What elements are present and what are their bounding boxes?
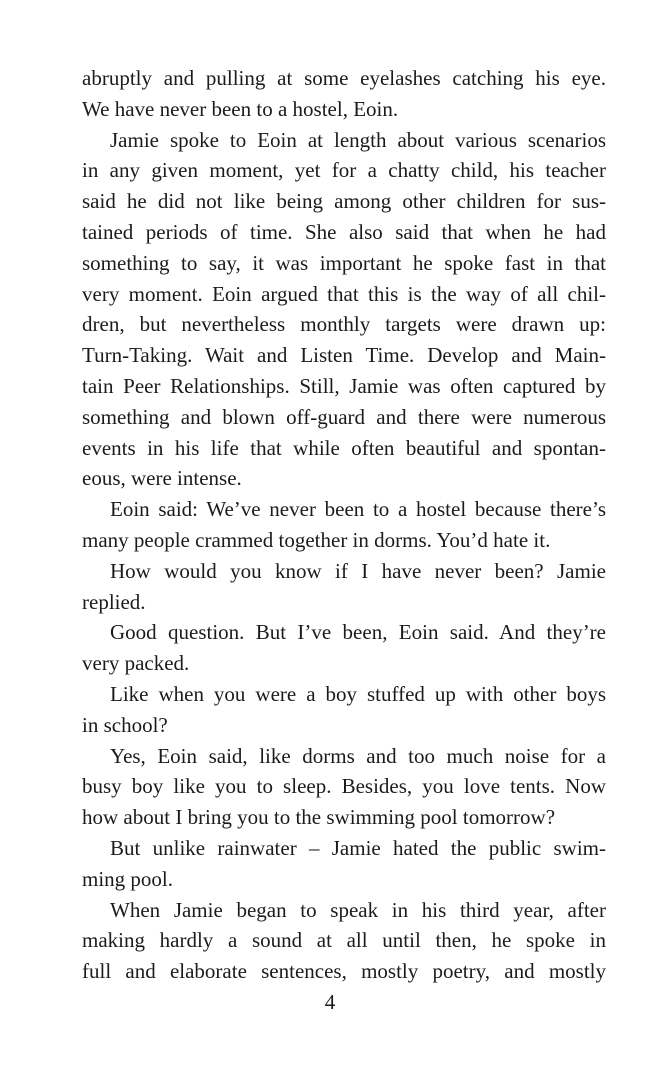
text-line: replied. [82,589,146,614]
text-line: abruptly and pulling at some eyelashes catching his eye. [82,66,606,90]
text-line: eous, were intense. [82,466,242,491]
text-line: full and elaborate sentences, mostly poetry, and mostly [82,959,606,984]
body-text [82,63,606,987]
text-line: ming pool. [82,866,174,891]
text-line: tained periods of time. She also said that when he had [82,219,606,244]
text-line: We have never been to a hostel, Eoin. [82,96,399,121]
text-line: in any given moment, yet for a chatty child, his teacher [82,158,606,183]
text-line: many people crammed together in dorms. You’d hate it. [82,527,551,552]
text-line: When Jamie began to speak in his third year, after [110,897,606,922]
text-line: tain Peer Relationships. Still, Jamie was often captured by [82,373,606,398]
text-line: Good question. But I’ve been, Eoin said. And they’re [110,620,606,645]
text-line: something to say, it was important he spoke fast in that [82,250,606,275]
text-line: very moment. Eoin argued that this is the way of all chil- [82,281,606,306]
text-line: very packed. [82,651,190,676]
text-line: in school? [82,712,168,737]
text-line: Eoin said: We’ve never been to a hostel because there’s [110,497,606,522]
text-line: dren, but nevertheless monthly targets were drawn up: [82,312,606,337]
text-line: How would you know if I have never been? Jamie [110,558,606,583]
text-line: something and blown off-guard and there were numerous [82,404,606,429]
text-line: Jamie spoke to Eoin at length about various scenarios [110,127,606,152]
page-number: 4 [324,990,336,1014]
text-line: Turn-Taking. Wait and Listen Time. Develop and Main- [82,343,606,368]
text-line: events in his life that while often beautiful and spontan- [82,435,606,460]
text-line: But unlike rainwater – Jamie hated the public swim- [110,835,606,860]
text-line: Yes, Eoin said, like dorms and too much noise for a [110,743,606,768]
text-line: how about I bring you to the swimming pool tomorrow? [82,805,556,830]
text-line: busy boy like you to sleep. Besides, you love tents. Now [82,774,606,799]
text-line: Like when you were a boy stuffed up with other boys [110,681,606,706]
text-line: making hardly a sound at all until then, he spoke in [82,928,606,953]
text-line: said he did not like being among other children for sus- [82,189,606,214]
